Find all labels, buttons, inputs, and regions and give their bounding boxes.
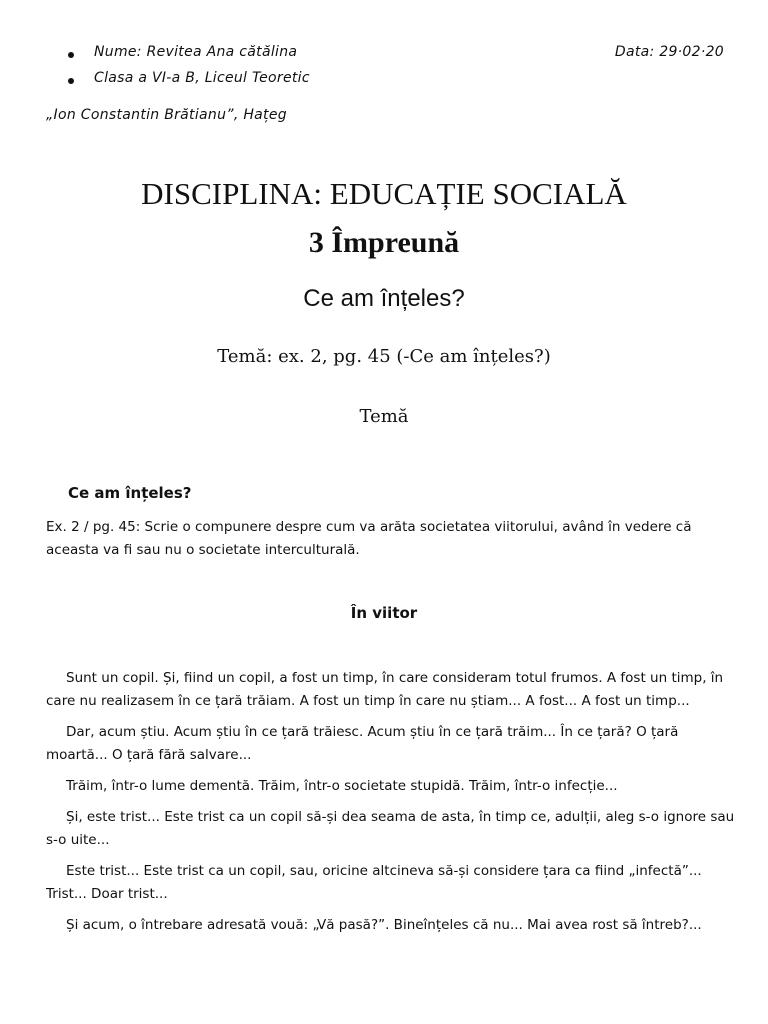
story-title: În viitor (350, 604, 418, 622)
story-body (46, 667, 736, 945)
date-text: Data: 29·02·20 (614, 44, 724, 60)
bullet-icon (68, 78, 74, 84)
story-paragraph: Și, este trist... Este trist ca un copil să-și dea seama de asta, în timp ce, adulții, aleg s-o ignore sau s-o uite... (46, 809, 735, 848)
tema-label: Temă (359, 406, 409, 427)
story-paragraph: Sunt un copil. Și, fiind un copil, a fost un timp, în care consideram totul frumos. A fost un timp, în care nu realizasem în ce țară trăiam. A fost un timp în care nu știam... A fost... A fost un timp... (46, 670, 724, 709)
header-info (64, 44, 724, 96)
story-paragraph: Dar, acum știu. Acum știu în ce țară trăiesc. Acum știu în ce țară trăim... În ce țară? O țară moartă... O țară fără salvare... (46, 724, 679, 763)
story-paragraph: Și acum, o întrebare adresată vouă: „Vă pasă?”. Bineînțeles că nu... Mai avea rost să întreb?... (66, 917, 702, 933)
exercise-text: Ex. 2 / pg. 45: Scrie o compunere despre cum va arăta societatea viitorului, având în vedere că aceasta va fi sau nu o societate interculturală. (46, 519, 692, 558)
lesson-subtitle: Ce am înțeles? (303, 285, 465, 312)
bullet-item-class (64, 70, 724, 96)
class-info: Clasa a VI-a B, Liceul Teoretic (94, 70, 310, 86)
story-paragraph: Trăim, într-o lume dementă. Trăim, într-o societate stupidă. Trăim, într-o infecție... (66, 778, 618, 794)
bullet-item-name (64, 44, 724, 70)
assignment-line: Temă: ex. 2, pg. 45 (-Ce am înțeles?) (217, 346, 551, 367)
bullet-icon (68, 52, 74, 58)
section-heading: Ce am înțeles? (68, 484, 192, 502)
lesson-title: 3 Împreună (308, 226, 460, 259)
story-paragraph: Este trist... Este trist ca un copil, sau, oricine altcineva să-și considere țara ca fiind „infectă”... Trist... Doar trist... (46, 863, 702, 902)
student-name: Nume: Revitea Ana cătălina (94, 44, 298, 60)
discipline-title: DISCIPLINA: EDUCAȚIE SOCIALĂ (141, 176, 627, 211)
school-name: „Ion Constantin Brătianu”, Hațeg (46, 107, 287, 123)
